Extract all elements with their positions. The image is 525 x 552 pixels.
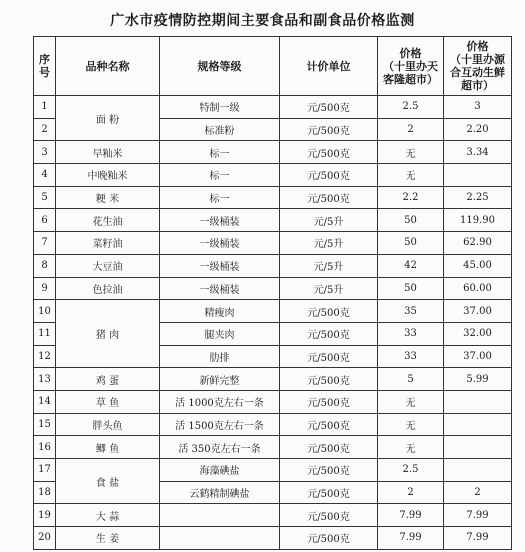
cell-spec: 标准粉 — [160, 118, 280, 141]
cell-price1: 33 — [378, 322, 444, 345]
cell-price1: 2.2 — [378, 186, 444, 209]
table-row — [34, 254, 512, 277]
cell-price1: 无 — [378, 164, 444, 187]
cell-no: 18 — [34, 481, 56, 504]
cell-no: 20 — [34, 527, 56, 550]
cell-spec — [160, 504, 280, 527]
cell-unit: 元/500克 — [280, 368, 378, 391]
cell-spec: 新鲜完整 — [160, 368, 280, 391]
header-spec: 规格等级 — [160, 37, 280, 96]
table-row — [34, 459, 512, 482]
cell-price2 — [444, 436, 512, 459]
cell-unit: 元/500克 — [280, 300, 378, 323]
cell-unit: 元/500克 — [280, 164, 378, 187]
cell-price2: 45.00 — [444, 254, 512, 277]
cell-price1: 2 — [378, 118, 444, 141]
cell-name: 猪 肉 — [56, 300, 160, 368]
cell-name: 早籼米 — [56, 141, 160, 164]
cell-no: 11 — [34, 322, 56, 345]
cell-price1: 7.99 — [378, 527, 444, 550]
cell-price1: 5 — [378, 368, 444, 391]
cell-price2: 119.90 — [444, 209, 512, 232]
cell-price1: 无 — [378, 141, 444, 164]
cell-spec: 一级桶装 — [160, 254, 280, 277]
cell-unit: 元/500克 — [280, 345, 378, 368]
cell-spec: 活 350克左右一条 — [160, 436, 280, 459]
cell-unit: 元/500克 — [280, 390, 378, 413]
table-row — [34, 141, 512, 164]
cell-unit: 元/500克 — [280, 481, 378, 504]
cell-spec: 腿夹肉 — [160, 322, 280, 345]
header-price-yuanhe: 价格 （十里办源 合互动生鲜 超市） — [444, 37, 512, 96]
table-row — [34, 164, 512, 187]
table-row — [34, 186, 512, 209]
cell-spec: 肋排 — [160, 345, 280, 368]
cell-price1: 33 — [378, 345, 444, 368]
cell-unit: 元/500克 — [280, 527, 378, 550]
cell-no: 9 — [34, 277, 56, 300]
cell-price2: 32.00 — [444, 322, 512, 345]
cell-name: 鲫 鱼 — [56, 436, 160, 459]
cell-unit: 元/500克 — [280, 413, 378, 436]
table-row — [34, 232, 512, 255]
cell-name: 花生油 — [56, 209, 160, 232]
cell-price1: 无 — [378, 390, 444, 413]
cell-no: 17 — [34, 459, 56, 482]
cell-unit: 元/500克 — [280, 459, 378, 482]
cell-no: 2 — [34, 118, 56, 141]
cell-price2: 5.99 — [444, 368, 512, 391]
cell-no: 6 — [34, 209, 56, 232]
cell-name: 大 蒜 — [56, 504, 160, 527]
cell-spec: 活 1500克左右一条 — [160, 413, 280, 436]
cell-spec: 特制一级 — [160, 96, 280, 119]
cell-spec: 标一 — [160, 186, 280, 209]
cell-no: 19 — [34, 504, 56, 527]
table-row — [34, 504, 512, 527]
cell-unit: 元/500克 — [280, 96, 378, 119]
cell-price1: 2 — [378, 481, 444, 504]
cell-spec: 标一 — [160, 164, 280, 187]
cell-price1: 无 — [378, 436, 444, 459]
cell-spec: 云鹤精制碘盐 — [160, 481, 280, 504]
cell-name: 中晚籼米 — [56, 164, 160, 187]
cell-price1: 42 — [378, 254, 444, 277]
table-row — [34, 436, 512, 459]
cell-price2: 7.99 — [444, 527, 512, 550]
cell-name: 大豆油 — [56, 254, 160, 277]
cell-spec: 海藻碘盐 — [160, 459, 280, 482]
cell-no: 8 — [34, 254, 56, 277]
cell-price2: 3 — [444, 96, 512, 119]
cell-price2 — [444, 459, 512, 482]
price-table — [33, 36, 512, 550]
cell-name: 色拉油 — [56, 277, 160, 300]
table-row — [34, 413, 512, 436]
cell-price2: 7.99 — [444, 504, 512, 527]
cell-spec: 一级桶装 — [160, 232, 280, 255]
cell-no: 3 — [34, 141, 56, 164]
cell-price2 — [444, 164, 512, 187]
cell-price2: 62.90 — [444, 232, 512, 255]
cell-price2: 37.00 — [444, 300, 512, 323]
cell-spec: 一级桶装 — [160, 209, 280, 232]
header-price-tiankelong: 价格 （十里办天 客隆超市） — [378, 37, 444, 96]
cell-price2: 3.34 — [444, 141, 512, 164]
document-title: 广水市疫情防控期间主要食品和副食品价格监测 — [110, 13, 415, 29]
cell-unit: 元/500克 — [280, 504, 378, 527]
cell-unit: 元/500克 — [280, 186, 378, 209]
cell-no: 16 — [34, 436, 56, 459]
cell-price2: 2.20 — [444, 118, 512, 141]
table-row — [34, 209, 512, 232]
cell-price2 — [444, 413, 512, 436]
cell-no: 4 — [34, 164, 56, 187]
header-unit: 计价单位 — [280, 37, 378, 96]
cell-unit: 元/5升 — [280, 232, 378, 255]
cell-unit: 元/5升 — [280, 209, 378, 232]
cell-name: 菜籽油 — [56, 232, 160, 255]
cell-name: 生 姜 — [56, 527, 160, 550]
cell-price2: 60.00 — [444, 277, 512, 300]
cell-no: 1 — [34, 96, 56, 119]
cell-name: 面 粉 — [56, 96, 160, 141]
cell-unit: 元/500克 — [280, 322, 378, 345]
cell-name: 鸡 蛋 — [56, 368, 160, 391]
cell-spec: 标一 — [160, 141, 280, 164]
cell-spec: 精瘦肉 — [160, 300, 280, 323]
cell-price1: 7.99 — [378, 504, 444, 527]
cell-spec — [160, 527, 280, 550]
cell-no: 14 — [34, 390, 56, 413]
cell-unit: 元/500克 — [280, 436, 378, 459]
cell-name: 食 盐 — [56, 459, 160, 504]
table-header-row — [34, 37, 512, 96]
cell-price1: 50 — [378, 232, 444, 255]
table-row — [34, 277, 512, 300]
cell-price2: 2.25 — [444, 186, 512, 209]
cell-price2: 37.00 — [444, 345, 512, 368]
cell-no: 7 — [34, 232, 56, 255]
cell-no: 13 — [34, 368, 56, 391]
cell-price2: 2 — [444, 481, 512, 504]
cell-unit: 元/5升 — [280, 277, 378, 300]
cell-spec: 一级桶装 — [160, 277, 280, 300]
cell-price1: 50 — [378, 277, 444, 300]
cell-price2 — [444, 390, 512, 413]
header-no: 序 号 — [34, 37, 56, 96]
cell-price1: 2.5 — [378, 96, 444, 119]
cell-spec: 活 1000克左右一条 — [160, 390, 280, 413]
cell-price1: 50 — [378, 209, 444, 232]
cell-name: 草 鱼 — [56, 390, 160, 413]
table-row — [34, 527, 512, 550]
cell-unit: 元/500克 — [280, 141, 378, 164]
cell-no: 5 — [34, 186, 56, 209]
cell-price1: 无 — [378, 413, 444, 436]
table-row — [34, 390, 512, 413]
cell-no: 15 — [34, 413, 56, 436]
cell-no: 12 — [34, 345, 56, 368]
cell-name: 胖头鱼 — [56, 413, 160, 436]
table-row — [34, 96, 512, 119]
cell-name: 粳 米 — [56, 186, 160, 209]
cell-price1: 2.5 — [378, 459, 444, 482]
cell-unit: 元/500克 — [280, 118, 378, 141]
table-row — [34, 368, 512, 391]
cell-price1: 35 — [378, 300, 444, 323]
header-name: 品种名称 — [56, 37, 160, 96]
table-row — [34, 300, 512, 323]
cell-no: 10 — [34, 300, 56, 323]
cell-unit: 元/5升 — [280, 254, 378, 277]
